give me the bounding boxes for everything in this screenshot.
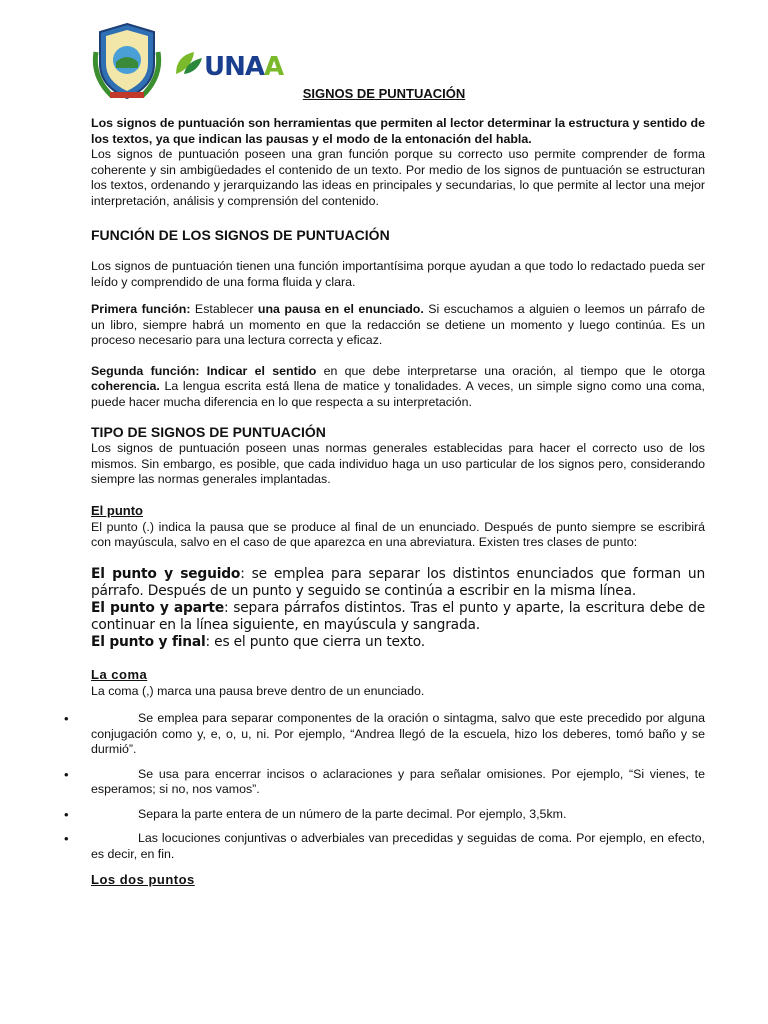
list-item: • Separa la parte entera de un número de la parte decimal. Por ejemplo, 3,5km. xyxy=(91,807,705,823)
coma-bullet-list xyxy=(91,711,705,862)
punto-final: El punto y final: es el punto que cierra un texto. xyxy=(91,633,425,650)
tipo-paragraph: Los signos de puntuación poseen unas normas generales establecidas para hacer el correcto uso de los mismos. Sin embargo, es posible, que cada individuo haga un uso particular de los signos pero, considerando siempre las normas generales implantadas. xyxy=(91,441,705,486)
list-item: • Las locuciones conjuntivas o adverbiales van precedidas y seguidas de coma. Por ejemplo, en efecto, es decir, en fin. xyxy=(91,831,705,862)
coma-paragraph: La coma (,) marca una pausa breve dentro de un enunciado. xyxy=(91,683,425,698)
heading-dos-puntos: Los dos puntos xyxy=(91,872,195,887)
funcion-paragraph: Los signos de puntuación tienen una función importantísima porque ayudan a que todo lo redactado pueda ser leído y comprendido de una forma fluida y clara. xyxy=(91,259,705,289)
heading-tipo: TIPO DE SIGNOS DE PUNTUACIÓN xyxy=(91,424,326,440)
page-title: SIGNOS DE PUNTUACIÓN xyxy=(302,86,466,101)
heading-el-punto: El punto xyxy=(91,502,143,518)
document-body xyxy=(91,116,705,889)
punto-paragraph: El punto (.) indica la pausa que se produce al final de un enunciado. Después de punto siempre se escribirá con mayúscula, salvo en el caso de que aparezca en una abreviatura. Existen tres clases de punto: xyxy=(91,519,705,549)
intro-body: Los signos de puntuación poseen una gran función porque su correcto uso permite comprender de forma coherente y sin ambigüedades el contenido de un texto. Por medio de los signos de puntuación se estructuran los textos, ordenando y jerarquizando las ideas en principales y secundarias, lo que permite al lector una mejor interpretación, análisis y comprensión del contenido. xyxy=(91,147,705,208)
punto-seguido: El punto y seguido: se emplea para separar los distintos enunciados que forman un párrafo. Después de un punto y seguido se continúa a escribir en la misma línea. xyxy=(91,565,706,599)
list-item: • Se emplea para separar componentes de la oración o sintagma, salvo que este precedido por alguna conjugación como y, e, o, u, ni. Por ejemplo, “Andrea llegó de la escuela, hizo los deberes, tomó baño y se durmió”. xyxy=(91,711,705,758)
punto-aparte: El punto y aparte: separa párrafos distintos. Tras el punto y aparte, la escritura debe de continuar en la línea siguiente, en mayúscula y sangrada. xyxy=(91,599,705,633)
punto-types xyxy=(91,566,705,651)
segunda-funcion: Segunda función: Indicar el sentido en que debe interpretarse una oración, al tiempo que le otorga coherencia. La lengua escrita está llena de matice y tonalidades. A veces, un simple signo como una coma, puede hacer mucha diferencia en lo que respecta a su interpretación. xyxy=(91,363,705,409)
heading-la-coma: La coma xyxy=(91,666,148,682)
una-logo-text: UNAA xyxy=(204,52,284,82)
intro-lead: Los signos de puntuación son herramientas que permiten al lector determinar la estructura y sentido de los textos, ya que indican las pausas y el modo de la entonación del habla. xyxy=(91,116,705,146)
list-item: • Se usa para encerrar incisos o aclaraciones y para señalar omisiones. Por ejemplo, “Si vienes, te esperamos; si no, nos vamos”. xyxy=(91,767,705,798)
heading-funcion: FUNCIÓN DE LOS SIGNOS DE PUNTUACIÓN xyxy=(91,227,390,243)
primera-funcion: Primera función: Establecer una pausa en el enunciado. Si escuchamos a alguien o leemos un párrafo de un libro, siempre habrá un momento en que la redacción se detiene un momento y luego continúa. Es un proceso necesario para una lectura correcta y eficaz. xyxy=(91,302,705,347)
una-leaf-icon xyxy=(174,50,204,76)
